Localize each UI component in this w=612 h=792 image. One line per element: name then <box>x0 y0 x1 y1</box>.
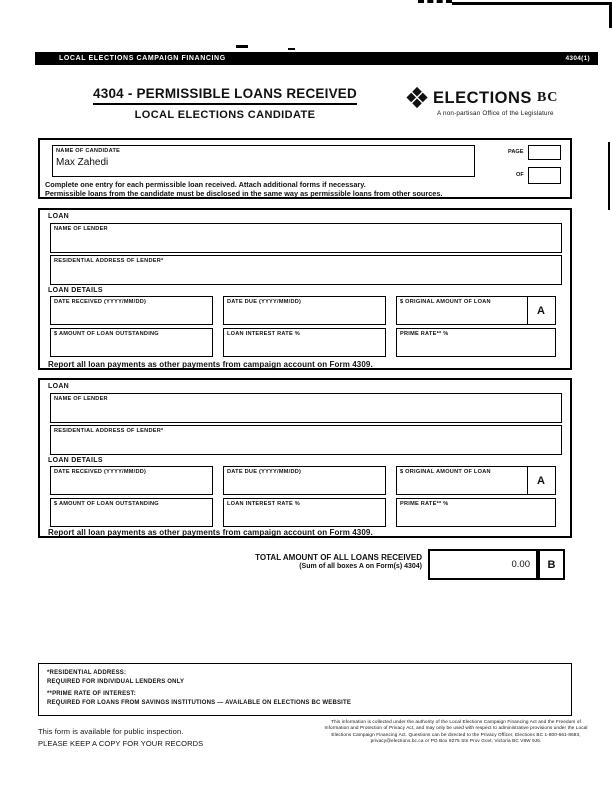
interest-rate-label: LOAN INTEREST RATE % <box>227 501 300 507</box>
page-of-label: OF <box>516 172 524 178</box>
date-due-label: DATE DUE (YYYY/MM/DD) <box>227 469 302 475</box>
elections-bc-logo-mark-icon: ❖ <box>404 81 430 115</box>
amount-outstanding-field[interactable] <box>50 498 213 527</box>
report-payments-note: Report all loan payments as other payments from campaign account on Form 4309. <box>48 528 373 537</box>
prime-rate-field[interactable] <box>396 498 556 527</box>
candidate-name-label: NAME OF CANDIDATE <box>56 148 121 154</box>
amount-outstanding-label: $ AMOUNT OF LOAN OUTSTANDING <box>54 331 159 337</box>
candidate-section <box>38 138 572 199</box>
lender-name-label: NAME OF LENDER <box>54 226 108 232</box>
logo-tagline: A non-partisan Office of the Legislature <box>437 109 554 117</box>
total-loans-amount-value: 0.00 <box>511 559 530 570</box>
prime-rate-label: PRIME RATE** % <box>400 331 449 337</box>
page-number-field[interactable] <box>528 145 561 160</box>
interest-rate-label: LOAN INTEREST RATE % <box>227 331 300 337</box>
box-b-marker: B <box>538 549 565 580</box>
residential-address-footnote-title: *RESIDENTIAL ADDRESS: <box>47 670 127 676</box>
box-a-marker: A <box>527 296 556 325</box>
title-block <box>55 85 395 121</box>
scan-artifact <box>608 142 610 210</box>
instruction-line-1: Complete one entry for each permissible loan received. Attach additional forms if necessary. <box>45 180 366 189</box>
total-loans-label-line2: (Sum of all boxes A on Form(s) 4304) <box>299 563 422 570</box>
lender-address-label: RESIDENTIAL ADDRESS OF LENDER* <box>54 428 164 434</box>
original-amount-label: $ ORIGINAL AMOUNT OF LOAN <box>400 469 491 475</box>
scan-artifact <box>288 48 295 50</box>
candidate-name-field[interactable] <box>52 145 475 177</box>
interest-rate-field[interactable] <box>223 328 386 357</box>
form-instructions <box>45 180 567 199</box>
page-subtitle: LOCAL ELECTIONS CANDIDATE <box>134 109 316 121</box>
footnotes-box <box>38 663 572 716</box>
loan-section-2 <box>38 378 572 538</box>
banner-title: LOCAL ELECTIONS CAMPAIGN FINANCING <box>59 55 226 62</box>
public-inspection-line2: PLEASE KEEP A COPY FOR YOUR RECORDS <box>38 739 204 748</box>
date-received-label: DATE RECEIVED (YYYY/MM/DD) <box>54 469 147 475</box>
lender-address-field[interactable] <box>50 425 562 455</box>
candidate-name-value: Max Zahedi <box>56 157 109 168</box>
scan-artifact <box>609 2 612 28</box>
date-received-field[interactable] <box>50 296 213 325</box>
date-received-label: DATE RECEIVED (YYYY/MM/DD) <box>54 299 147 305</box>
privacy-legal-text: This information is collected under the authority of the Local Elections Campaign Financing Act and the Freedom of Information and Protection of Privacy Act, and may only be used with respect to administrative provisions under the Local Elections Campaign Financing Act. Questions can be directed to the Privacy Officer, Elections BC 1-800-661-8683, privacy@elections.bc.ca or PO Box 9275 Stn Prov Govt, Victoria BC V8W 9J6. <box>324 719 588 744</box>
page-number-label: PAGE <box>508 149 524 155</box>
date-due-field[interactable] <box>223 296 386 325</box>
total-loans-label-line1: TOTAL AMOUNT OF ALL LOANS RECEIVED <box>255 553 422 562</box>
instruction-line-2: Permissible loans from the candidate must be disclosed in the same way as permissible loans from other sources. <box>45 189 443 199</box>
original-amount-field[interactable] <box>396 296 528 325</box>
elections-bc-logo <box>404 81 599 117</box>
box-a-marker: A <box>527 466 556 495</box>
prime-rate-footnote-title: **PRIME RATE OF INTEREST: <box>47 691 136 698</box>
prime-rate-footnote-text: REQUIRED FOR LOANS FROM SAVINGS INSTITUTIONS — AVAILABLE ON ELECTIONS BC WEBSITE <box>47 700 352 707</box>
logo-wordmark: ELECTIONS <box>433 88 532 107</box>
scan-artifact <box>452 2 612 5</box>
interest-rate-field[interactable] <box>223 498 386 527</box>
loan-details-label: LOAN DETAILS <box>48 287 103 294</box>
original-amount-label: $ ORIGINAL AMOUNT OF LOAN <box>400 299 491 305</box>
page-title: 4304 - PERMISSIBLE LOANS RECEIVED <box>93 86 357 105</box>
scan-artifact <box>236 45 248 48</box>
loan-section-1 <box>38 208 572 370</box>
total-loans-label <box>170 553 422 572</box>
amount-outstanding-field[interactable] <box>50 328 213 357</box>
prime-rate-label: PRIME RATE** % <box>400 501 449 507</box>
date-due-field[interactable] <box>223 466 386 495</box>
header-banner <box>35 52 598 65</box>
loan-details-label: LOAN DETAILS <box>48 457 103 464</box>
amount-outstanding-label: $ AMOUNT OF LOAN OUTSTANDING <box>54 501 159 507</box>
lender-name-label: NAME OF LENDER <box>54 396 108 402</box>
date-due-label: DATE DUE (YYYY/MM/DD) <box>227 299 302 305</box>
lender-address-label: RESIDENTIAL ADDRESS OF LENDER* <box>54 258 164 264</box>
prime-rate-field[interactable] <box>396 328 556 357</box>
total-loans-amount-field[interactable] <box>428 549 538 580</box>
loan-section-label: LOAN <box>48 383 70 390</box>
report-payments-note: Report all loan payments as other payments from campaign account on Form 4309. <box>48 360 373 369</box>
lender-name-field[interactable] <box>50 223 562 253</box>
original-amount-field[interactable] <box>396 466 528 495</box>
lender-name-field[interactable] <box>50 393 562 423</box>
scan-artifact <box>418 0 452 3</box>
banner-form-number: 4304(1) <box>565 55 590 62</box>
logo-region: BC <box>536 90 559 106</box>
loan-section-label: LOAN <box>48 213 70 220</box>
residential-address-footnote-text: REQUIRED FOR INDIVIDUAL LENDERS ONLY <box>47 678 185 685</box>
public-inspection-line1: This form is available for public inspection. <box>38 727 184 736</box>
public-inspection-note <box>38 726 203 750</box>
lender-address-field[interactable] <box>50 255 562 285</box>
date-received-field[interactable] <box>50 466 213 495</box>
